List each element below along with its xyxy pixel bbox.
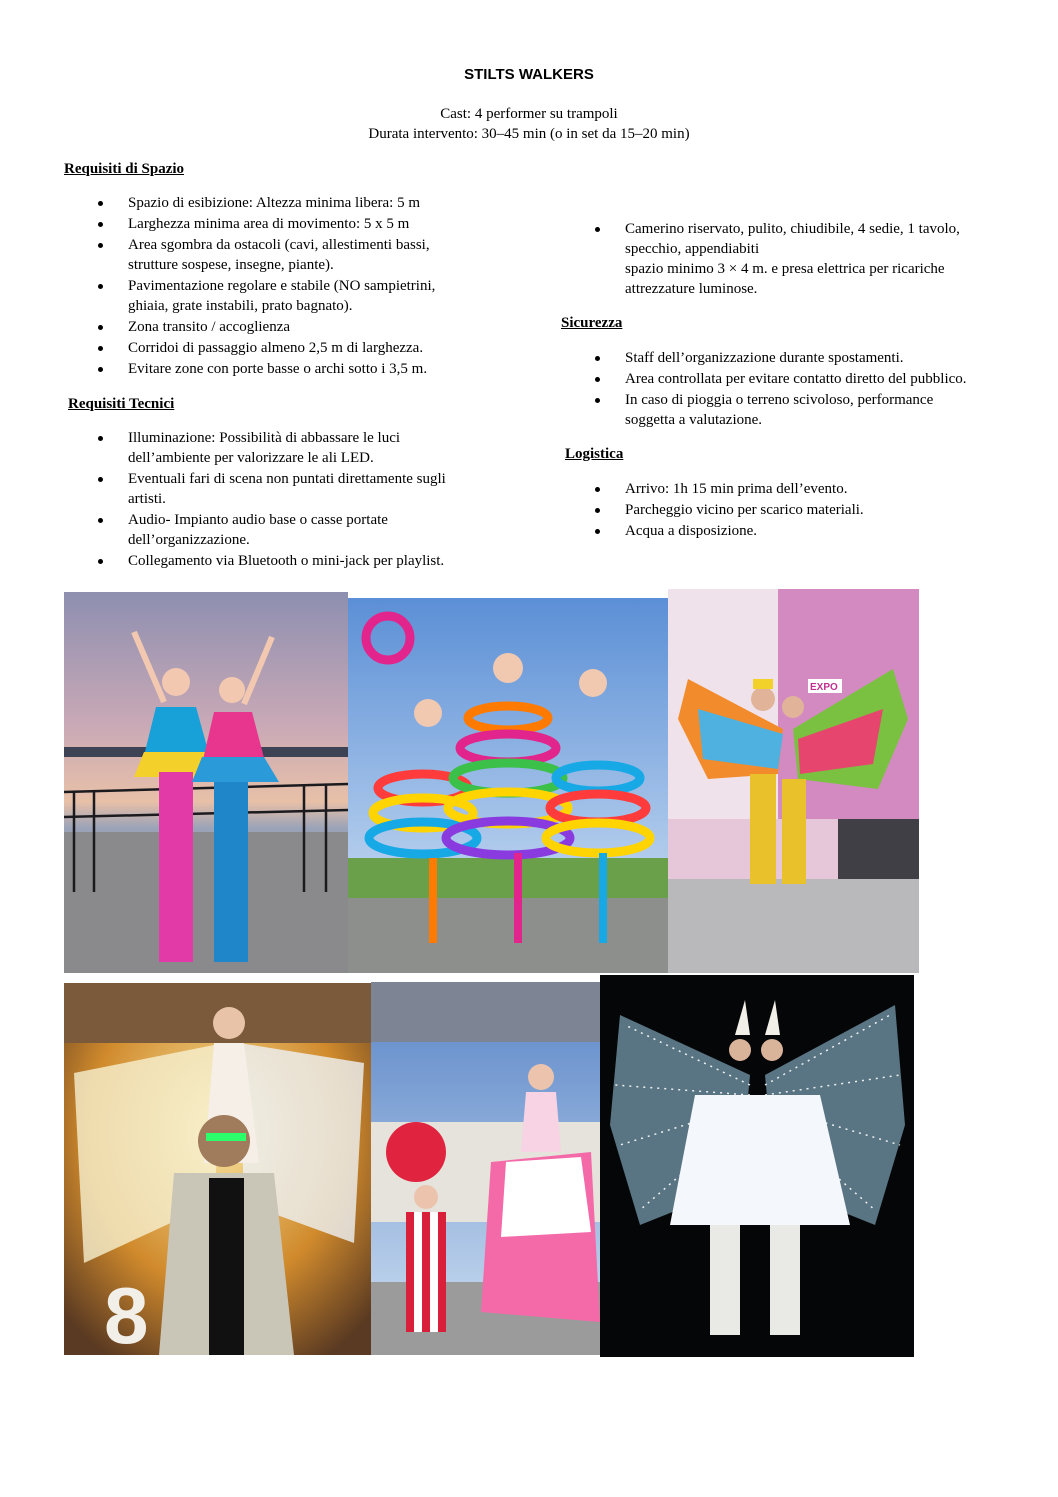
photo-led-wings-dark — [600, 975, 914, 1357]
page-title: STILTS WALKERS — [464, 66, 594, 83]
expo-sign-text: EXPO — [810, 682, 838, 693]
photo-pink-dress-performers — [371, 982, 600, 1355]
list-item: Evitare zone con porte basse o archi sotto i 3,5 m. — [64, 359, 504, 379]
list-item: Larghezza minima area di movimento: 5 x 5 m — [64, 214, 504, 234]
cast-line: Cast: 4 performer su trampoli — [440, 106, 618, 122]
list-item: Collegamento via Bluetooth o mini-jack per playlist. — [64, 551, 504, 571]
number-eight-sign: 8 — [104, 1271, 149, 1355]
list-item: Acqua a disposizione. — [561, 521, 1031, 541]
logistica-heading: Logistica — [565, 446, 624, 462]
tecnici-list — [64, 428, 504, 572]
list-item: Area controllata per evitare contatto diretto del pubblico. — [561, 369, 1031, 389]
list-item: Spazio di esibizione: Altezza minima libera: 5 m — [64, 193, 504, 213]
list-item: Area sgombra da ostacoli (cavi, allestimenti bassi, strutture sospese, insegne, piante). — [64, 235, 504, 275]
spazio-heading: Requisiti di Spazio — [64, 161, 185, 177]
list-item: Staff dell’organizzazione durante spostamenti. — [561, 348, 1031, 368]
camerino-list — [561, 219, 1031, 300]
list-item: Illuminazione: Possibilità di abbassare le luci dell’ambiente per valorizzare le ali LED. — [64, 428, 504, 468]
photo-rainbow-hoop-stilt-walkers — [348, 598, 668, 973]
list-item: Camerino riservato, pulito, chiudibile, 4 sedie, 1 tavolo, specchio, appendiabiti spazio minimo 3 × 4 m. e presa elettrica per ricariche attrezzature luminose. — [561, 219, 1031, 299]
tecnici-heading: Requisiti Tecnici — [68, 396, 175, 412]
list-item: Corridoi di passaggio almeno 2,5 m di larghezza. — [64, 338, 504, 358]
photo-sunset-stilt-walkers — [64, 592, 348, 973]
spazio-list — [64, 193, 504, 380]
list-item: Eventuali fari di scena non puntati direttamente sugli artisti. — [64, 469, 504, 509]
list-item: In caso di pioggia o terreno scivoloso, performance soggetta a valutazione. — [561, 390, 1031, 430]
list-item: Audio- Impianto audio base o casse portate dell’organizzazione. — [64, 510, 504, 550]
sicurezza-heading: Sicurezza — [561, 315, 623, 331]
logistica-list — [561, 479, 1031, 542]
sicurezza-list — [561, 348, 1031, 431]
list-item: Zona transito / accoglienza — [64, 317, 504, 337]
list-item: Parcheggio vicino per scarico materiali. — [561, 500, 1031, 520]
list-item: Pavimentazione regolare e stabile (NO sampietrini, ghiaia, grate instabili, prato bagnato). — [64, 276, 504, 316]
photo-butterfly-wings-expo — [668, 589, 919, 973]
photo-led-wings-indoor — [64, 983, 371, 1355]
list-item: Arrivo: 1h 15 min prima dell’evento. — [561, 479, 1031, 499]
duration-line: Durata intervento: 30–45 min (o in set da 15–20 min) — [368, 126, 690, 142]
